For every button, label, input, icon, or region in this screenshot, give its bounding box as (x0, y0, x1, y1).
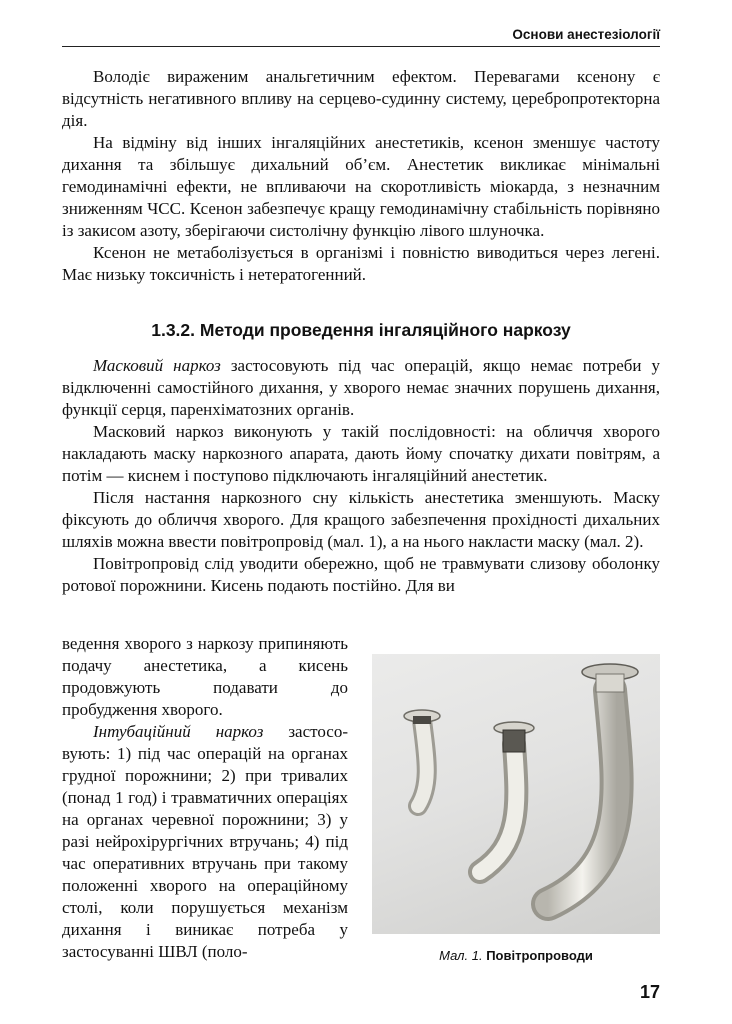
term-intubation-anesthesia: Інтубаційний наркоз (93, 722, 264, 741)
term-mask-anesthesia: Масковий наркоз (93, 356, 221, 375)
caption-title: Повітропроводи (486, 948, 593, 963)
page-number: 17 (639, 982, 660, 1002)
paragraph: Володіє вираженим анальгетичним ефектом. Перевагами ксенону є відсутність негативного впливу на серцево-судинну систему, церебропротекторна дія. (62, 67, 660, 130)
airway-tubes-illustration (372, 654, 660, 934)
paragraph-text: застосовують: 1) під час операцій на органах грудної порожнини; 2) при тривалих (понад 1 год) і травматичних операціях на органах черевної порожнини; 3) у разі нейрохірургічних втручань; 4) під час оперативних втручань при такому положенні хворого на операційному столі, коли порушується механізм дихання і виникає потреба у застосуванні ШВЛ (поло- (62, 722, 348, 961)
running-header: Основи анестезіології (62, 26, 660, 47)
figure-caption (372, 946, 660, 966)
paragraph: Ксенон не метаболізується в організмі і повністю виводиться через легені. Має низьку токсичність і нетератогенний. (62, 243, 660, 284)
intro-text-block (62, 66, 660, 286)
paragraph: ведення хворого з наркозу припиняють подачу анестетика, а кисень продовжують подавати до пробудження хворого. (62, 634, 348, 719)
paragraph: Після настання наркозного сну кількість анестетика зменшують. Маску фіксують до обличчя хворого. Для кращого забезпечення прохідності дихальних шляхів можна ввести повітропровід (мал. 1), а на нього накласти маску (мал. 2). (62, 488, 660, 551)
small-airway-tube (404, 710, 440, 806)
paragraph (62, 721, 348, 963)
paragraph: Повітропровід слід уводити обережно, щоб не травмувати слизову оболонку ротової порожнини. Кисень подають постійно. Для ви (62, 554, 660, 595)
section-heading: 1.3.2. Методи проведення інгаляційного наркозу (151, 320, 571, 340)
airways-photo (372, 654, 660, 934)
paragraph-text: застосовують під час операцій, якщо немає потреби у відключенні самостійного дихання, у хворого немає значних порушень дихання, функції серця, паренхіматозних органів. (62, 356, 661, 419)
paragraph: На відміну від інших інгаляційних анестетиків, ксенон зменшує частоту дихання та збільшує дихальний об’єм. Анестетик викликає мінімальні гемодинамічні ефекти, не впливаючи на скоротливість міокарда, з незначним зниженням ЧСС. Ксенон забезпечує кращу гемодинамічну стабільність порівняно із закисом азоту, зберігаючи систолічну функцію лівого шлуночка. (62, 133, 660, 240)
paragraph (62, 355, 660, 421)
section-text-block (62, 355, 660, 597)
medium-airway-tube (480, 722, 534, 872)
caption-label: Мал. 1. (439, 948, 483, 963)
large-airway-tube (548, 664, 638, 904)
paragraph: Масковий наркоз виконують у такій послідовності: на обличчя хворого накладають маску наркозного апарата, дають йому спочатку дихати повітрям, а потім — киснем і поступово підключають інгаляційний анестетик. (62, 422, 660, 485)
wrapped-text-column (62, 633, 348, 963)
